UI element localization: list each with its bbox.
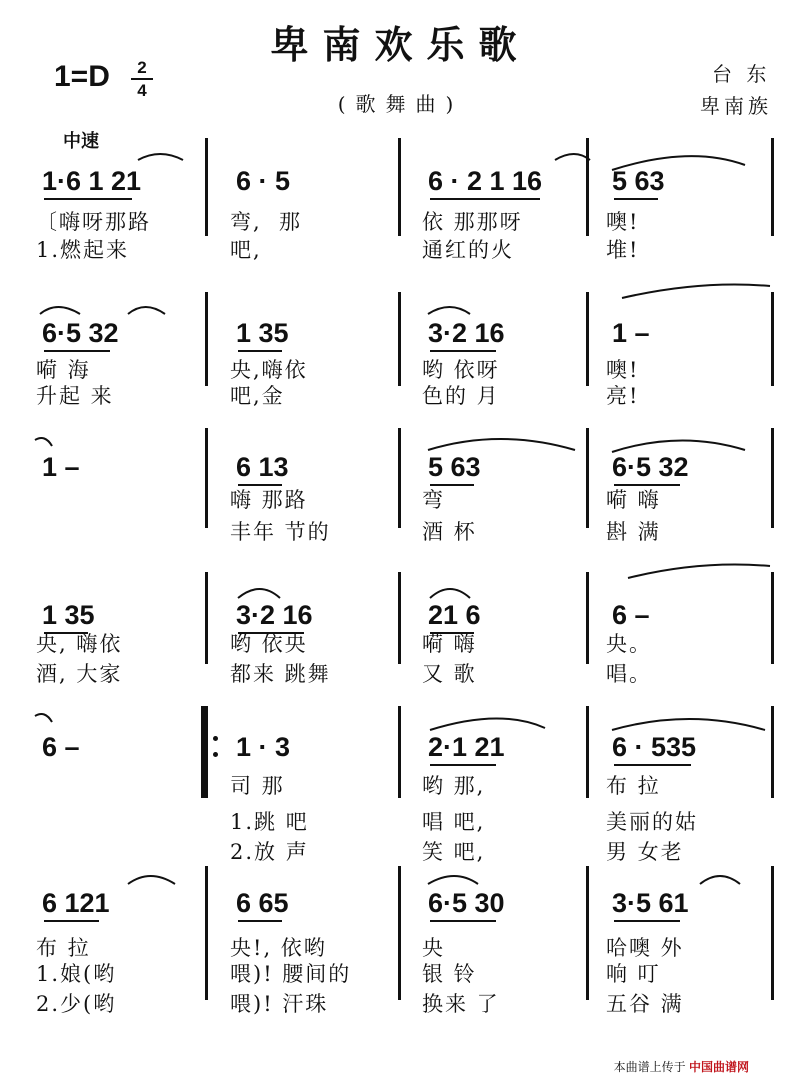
measure-notes: 6·5 32 — [42, 318, 119, 348]
lyric-segment: 吧, — [230, 238, 262, 262]
lyric-segment: 五谷 满 — [606, 992, 684, 1016]
tie — [612, 719, 765, 730]
measure-notes: 1 – — [612, 318, 650, 348]
site-footer — [614, 1058, 749, 1075]
tie — [430, 589, 470, 598]
measure-notes: 2·1 21 — [428, 732, 505, 762]
tie — [700, 876, 740, 884]
credit-ethnicity: 卑南族 — [700, 94, 772, 118]
footer-text: 本曲谱上传于 — [613, 1060, 686, 1074]
lyric-segment: 银 铃 — [422, 962, 477, 986]
tie — [138, 154, 183, 160]
lyric-segment: 1.跳 吧 — [230, 810, 309, 834]
measure-notes: 6 65 — [236, 888, 289, 918]
lyric-segment: 笑 吧, — [422, 840, 486, 864]
tie — [612, 440, 745, 452]
lyric-segment: 嗨 那路 — [230, 488, 308, 512]
lyric-segment: 酒, 大家 — [36, 662, 123, 686]
measure-notes: 21 6 — [428, 600, 481, 630]
lyric-segment: 响 叮 — [606, 962, 661, 986]
lyric-segment: 哟 依呀 — [422, 358, 500, 382]
lyric-segment: 弯 — [422, 488, 445, 512]
lyric-segment: 喂)! 腰间的 — [230, 962, 352, 986]
measure-notes: 6 · 5 — [236, 166, 291, 196]
measure-notes: 3·5 61 — [612, 888, 689, 918]
lyric-segment: 斟 满 — [606, 520, 661, 544]
lyric-segment: 布 拉 — [36, 936, 91, 960]
measure-notes: 6 – — [42, 732, 80, 762]
lyric-segment: 央,嗨依 — [230, 358, 308, 382]
lyric-segment: 央, 嗨依 — [36, 632, 123, 656]
tie — [128, 307, 165, 314]
lyric-segment: 1.娘(哟 — [36, 962, 117, 986]
measure-notes: 1 35 — [42, 600, 95, 630]
lyric-segment: 弯, 那 — [230, 210, 303, 234]
lyric-segment: 央 — [422, 936, 445, 960]
lyric-segment: 哟 那, — [422, 774, 486, 798]
lyric-segment: 央。 — [606, 632, 652, 656]
credit-region: 台 东 — [712, 62, 771, 86]
tie — [428, 307, 470, 314]
tie — [428, 876, 478, 884]
tie — [428, 439, 575, 450]
measure-notes: 6 13 — [236, 452, 289, 482]
time-signature-top: 2 — [137, 58, 147, 77]
lyric-segment: 美丽的姑 — [606, 810, 698, 834]
lyric-segment: 1.燃起来 — [36, 238, 130, 262]
lyric-segment: 吧,金 — [230, 384, 285, 408]
lyric-segment: 喂)! 汗珠 — [230, 992, 329, 1016]
measure-notes: 6·5 30 — [428, 888, 505, 918]
lyric-segment: 男 女老 — [606, 840, 684, 864]
lyric-segment: 酒 杯 — [422, 520, 477, 544]
lyric-segment: 又 歌 — [422, 662, 477, 686]
tie — [628, 565, 770, 579]
measure-notes: 1 – — [42, 452, 80, 482]
song-title: 卑南欢乐歌 — [270, 22, 531, 67]
measure-notes: 6 · 535 — [612, 732, 697, 762]
lyric-segment: 2.放 声 — [230, 840, 309, 864]
tie — [555, 154, 590, 160]
song-subtitle: (歌舞曲) — [337, 92, 464, 116]
tempo-marking: 中速 — [63, 131, 99, 152]
tie — [35, 714, 52, 722]
measure-notes: 5 63 — [428, 452, 481, 482]
lyric-segment: 嗬 嗨 — [422, 632, 477, 656]
tie — [622, 285, 770, 299]
lyric-segment: 唱。 — [606, 662, 652, 686]
measure-notes: 3·2 16 — [428, 318, 505, 348]
measure-notes: 1 35 — [236, 318, 289, 348]
measure-notes: 5 63 — [612, 166, 665, 196]
lyric-segment: 唱 吧, — [422, 810, 486, 834]
tie — [238, 589, 280, 598]
lyric-segment: 升起 来 — [36, 384, 114, 408]
lyric-segment: 央!, 依哟 — [230, 936, 327, 960]
measure-notes: 6·5 32 — [612, 452, 689, 482]
tie — [35, 438, 52, 446]
lyric-segment: 司 那 — [230, 774, 285, 798]
lyric-segment: 换来 了 — [422, 992, 500, 1016]
tie — [612, 156, 745, 170]
lyric-segment: 堆! — [606, 238, 640, 262]
lyric-segment: 通红的火 — [422, 238, 514, 262]
lyric-segment: 嗬 嗨 — [606, 488, 661, 512]
tie — [40, 307, 80, 314]
measure-notes: 1·6 1 21 — [42, 166, 142, 196]
time-signature-bottom: 4 — [137, 81, 147, 100]
key-signature: 1=D — [54, 60, 110, 93]
measure-notes: 3·2 16 — [236, 600, 313, 630]
measure-notes: 1 · 3 — [236, 732, 291, 762]
lyric-segment: 布 拉 — [606, 774, 661, 798]
footer-brand-logo[interactable]: 中国曲谱网 — [688, 1060, 749, 1074]
lyric-segment: 丰年 节的 — [230, 520, 331, 544]
measure-notes: 6 – — [612, 600, 650, 630]
lyric-segment: 噢! — [606, 210, 640, 234]
lyric-segment: 哈噢 外 — [606, 936, 684, 960]
lyric-segment: 2.少(哟 — [36, 992, 117, 1016]
measure-notes: 6 · 2 1 16 — [428, 166, 543, 196]
lyric-segment: 〔嗨呀那路 — [36, 210, 151, 234]
lyric-segment: 亮! — [606, 384, 640, 408]
lyric-segment: 嗬 海 — [36, 358, 91, 382]
lyric-segment: 噢! — [606, 358, 640, 382]
lyric-segment: 都来 跳舞 — [230, 662, 331, 686]
tie — [430, 718, 545, 730]
tie — [128, 876, 175, 884]
lyric-segment: 哟 依央 — [230, 632, 308, 656]
lyric-segment: 色的 月 — [422, 384, 500, 408]
lyric-segment: 依 那那呀 — [422, 210, 523, 234]
measure-notes: 6 121 — [42, 888, 110, 918]
